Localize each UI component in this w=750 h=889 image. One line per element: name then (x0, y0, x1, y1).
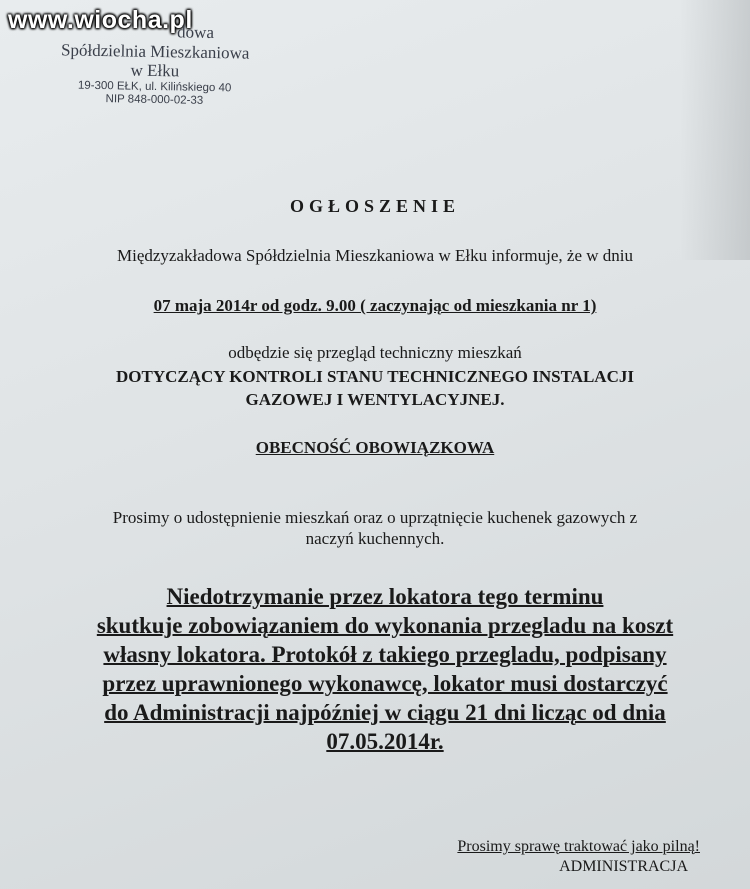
date-line: 07 maja 2014r od godz. 9.00 ( zaczynając od mieszkania nr 1) (153, 296, 597, 315)
warning-line: skutkuje zobowiązaniem do wykonania przegladu na koszt (96, 613, 674, 638)
notice-title: OGŁOSZENIE (289, 196, 461, 216)
warning-line: własny lokatora. Protokół z takiego przegladu, podpisany (103, 642, 667, 667)
stamp-address: 19-300 EŁK, ul. Kilińskiego 40 (77, 79, 232, 94)
warning-line: 07.05.2014r. (326, 729, 444, 754)
signature: ADMINISTRACJA (559, 858, 688, 875)
stamp-line-2: Spółdzielnia Mieszkaniowa (60, 39, 250, 63)
warning-line: przez uprawnionego wykonawcę, lokator musi dostarczyć (102, 671, 668, 696)
stamp-line-1: dowa (176, 22, 215, 43)
request-line-1: Prosimy o udostępnienie mieszkań oraz o uprzątnięcie kuchenek gazowych z (112, 508, 638, 527)
mandatory-attendance: OBECNOŚĆ OBOWIĄZKOWA (255, 438, 495, 457)
stamp-nip: NIP 848-000-02-33 (105, 93, 204, 107)
intro-text: Międzyzakładowa Spółdzielnia Mieszkaniowa w Ełku informuje, że w dniu (117, 246, 633, 265)
closing-request: Prosimy sprawę traktować jako pilną! (457, 838, 700, 855)
paper-fold-shadow (680, 0, 750, 260)
warning-block (60, 582, 710, 756)
warning-line: Niedotrzymanie przez lokatora tego terminu (166, 584, 604, 609)
warning-line: do Administracji najpóźniej w ciągu 21 dni licząc od dnia (104, 700, 666, 725)
stamp-line-3: w Ełku (130, 60, 180, 81)
subject-line-2: GAZOWEJ I WENTYLACYJNEJ. (245, 390, 505, 409)
cooperative-stamp (39, 20, 270, 109)
subject-line-1: DOTYCZĄCY KONTROLI STANU TECHNICZNEGO INSTALACJI (116, 367, 634, 386)
inspection-line: odbędzie się przegląd techniczny mieszkań (228, 343, 522, 362)
site-watermark: www.wiocha.pl (8, 6, 193, 34)
request-line-2: naczyń kuchennych. (305, 529, 445, 548)
